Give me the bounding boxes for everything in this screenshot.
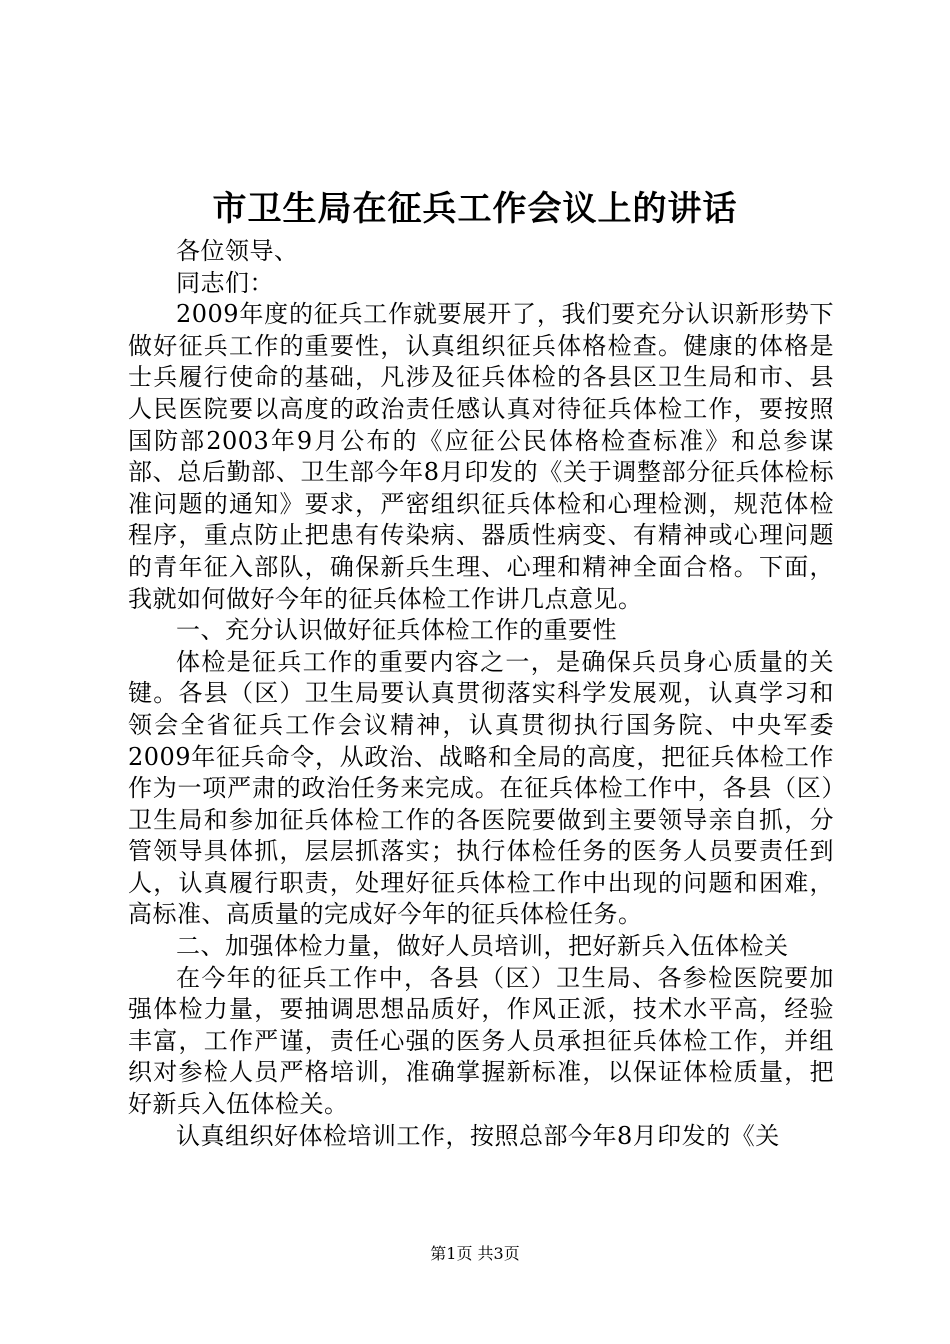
body-paragraph: 在今年的征兵工作中，各县（区）卫生局、各参检医院要加强体检力量，要抽调思想品质好，作风正派，技术水平高，经验丰富，工作严谨，责任心强的医务人员承担征兵体检工作，并组织对参检人员严格培训，准确掌握新标准，以保证体检质量，把好新兵入伍体检关。	[128, 963, 834, 1119]
section-heading: 二、加强体检力量，做好人员培训，把好新兵入伍体检关	[176, 932, 789, 961]
document-title: 市卫生局在征兵工作会议上的讲话	[212, 189, 738, 229]
body-paragraph: 体检是征兵工作的重要内容之一，是确保兵员身心质量的关键。各县（区）卫生局要认真贯彻落实科学发展观，认真学习和领会全省征兵工作会议精神，认真贯彻执行国务院、中央军委2009年征兵命令，从政治、战略和全局的高度，把征兵体检工作作为一项严肃的政治任务来完成。在征兵体检工作中，各县（区）卫生局和参加征兵体检工作的各医院要做到主要领导亲自抓，分管领导具体抓，层层抓落实；执行体检任务的医务人员要责任到人，认真履行职责，处理好征兵体检工作中出现的问题和困难，高标准、高质量的完成好今年的征兵体检任务。	[128, 647, 834, 929]
page-number-footer: 第1页 共3页	[430, 1244, 520, 1263]
body-paragraph: 认真组织好体检培训工作，按照总部今年8月印发的《关	[176, 1121, 780, 1150]
body-paragraph: 2009年度的征兵工作就要展开了，我们要充分认识新形势下做好征兵工作的重要性，认真组织征兵体格检查。健康的体格是士兵履行使命的基础，凡涉及征兵体检的各县区卫生局和市、县人民医院要以高度的政治责任感认真对待征兵体检工作，要按照国防部2003年9月公布的《应征公民体格检查标准》和总参谋部、总后勤部、卫生部今年8月印发的《关于调整部分征兵体检标准问题的通知》要求，严密组织征兵体检和心理检测，规范体检程序，重点防止把患有传染病、器质性病变、有精神或心理问题的青年征入部队，确保新兵生理、心理和精神全面合格。下面，我就如何做好今年的征兵体检工作讲几点意见。	[128, 300, 834, 613]
section-heading: 一、充分认识做好征兵体检工作的重要性	[176, 616, 617, 645]
document-body	[128, 236, 834, 1152]
salutation-line: 各位领导、	[176, 237, 299, 265]
salutation-line: 同志们：	[176, 268, 274, 297]
